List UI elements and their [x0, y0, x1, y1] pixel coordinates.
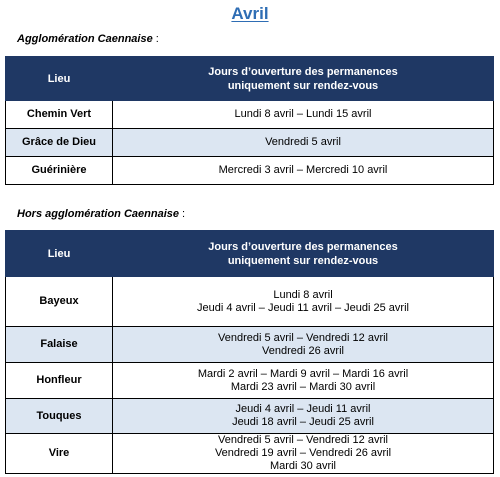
header-jours-line2: uniquement sur rendez-vous: [227, 79, 379, 92]
cell-jours: [113, 327, 494, 363]
cell-lieu: Guérinière: [6, 157, 113, 185]
cell-lieu: Honfleur: [6, 363, 113, 399]
cell-line: Vendredi 19 avril – Vendredi 26 avril: [214, 447, 392, 459]
table-row: [6, 277, 494, 327]
cell-line: Lundi 8 avril: [273, 288, 333, 301]
table-row: [6, 157, 494, 185]
page-title: Avril: [231, 4, 269, 23]
cell-line: Jeudi 4 avril – Jeudi 11 avril: [235, 403, 371, 415]
section-label-text: Hors agglomération Caennaise: [17, 208, 179, 220]
section-label-agglomeration: [17, 33, 159, 45]
header-lieu: Lieu: [6, 57, 113, 101]
cell-line: Mardi 30 avril: [269, 460, 337, 472]
table-row: [6, 327, 494, 363]
cell-line: Vendredi 5 avril – Vendredi 12 avril: [218, 434, 388, 446]
cell-line: Mercredi 3 avril – Mercredi 10 avril: [218, 164, 388, 176]
cell-lieu: Vire: [6, 434, 113, 474]
cell-line: Jeudi 18 avril – Jeudi 25 avril: [232, 416, 374, 428]
cell-line: Lundi 8 avril – Lundi 15 avril: [234, 108, 372, 120]
cell-lieu: Chemin Vert: [6, 101, 113, 129]
table-header-row: [6, 231, 494, 277]
header-jours-line1: Jours d’ouverture des permanences: [208, 65, 398, 78]
header-jours-line2: uniquement sur rendez-vous: [227, 254, 379, 267]
header-jours-line1: Jours d’ouverture des permanences: [208, 240, 398, 253]
schedule-table-hors-agglomeration: [5, 230, 494, 474]
cell-jours: [113, 129, 494, 157]
section-label-text: Agglomération Caennaise: [17, 33, 153, 45]
table-row: [6, 101, 494, 129]
cell-jours: [113, 434, 494, 474]
section-label-colon: :: [152, 33, 159, 45]
cell-jours: [113, 399, 494, 434]
table-row: [6, 363, 494, 399]
cell-lieu: Grâce de Dieu: [6, 129, 113, 157]
cell-line: Mardi 2 avril – Mardi 9 avril – Mardi 16 avril: [197, 367, 409, 380]
cell-jours: [113, 101, 494, 129]
cell-line: Jeudi 4 avril – Jeudi 11 avril – Jeudi 25 avril: [197, 301, 409, 314]
table-row: [6, 434, 494, 474]
section-label-hors-agglomeration: [17, 208, 185, 220]
cell-line: Vendredi 5 avril: [265, 136, 341, 148]
header-lieu: Lieu: [6, 231, 113, 277]
cell-lieu: Touques: [6, 399, 113, 434]
cell-jours: [113, 363, 494, 399]
header-jours: [113, 57, 494, 101]
cell-lieu: Falaise: [6, 327, 113, 363]
table-row: [6, 399, 494, 434]
schedule-table-agglomeration: [5, 56, 494, 185]
cell-line: Vendredi 26 avril: [262, 344, 344, 357]
table-row: [6, 129, 494, 157]
cell-line: Mardi 23 avril – Mardi 30 avril: [230, 380, 376, 393]
table-header-row: [6, 57, 494, 101]
cell-jours: [113, 157, 494, 185]
cell-line: Vendredi 5 avril – Vendredi 12 avril: [218, 331, 388, 344]
section-label-colon: :: [179, 208, 186, 220]
header-jours: [113, 231, 494, 277]
cell-jours: [113, 277, 494, 327]
cell-lieu: Bayeux: [6, 277, 113, 327]
